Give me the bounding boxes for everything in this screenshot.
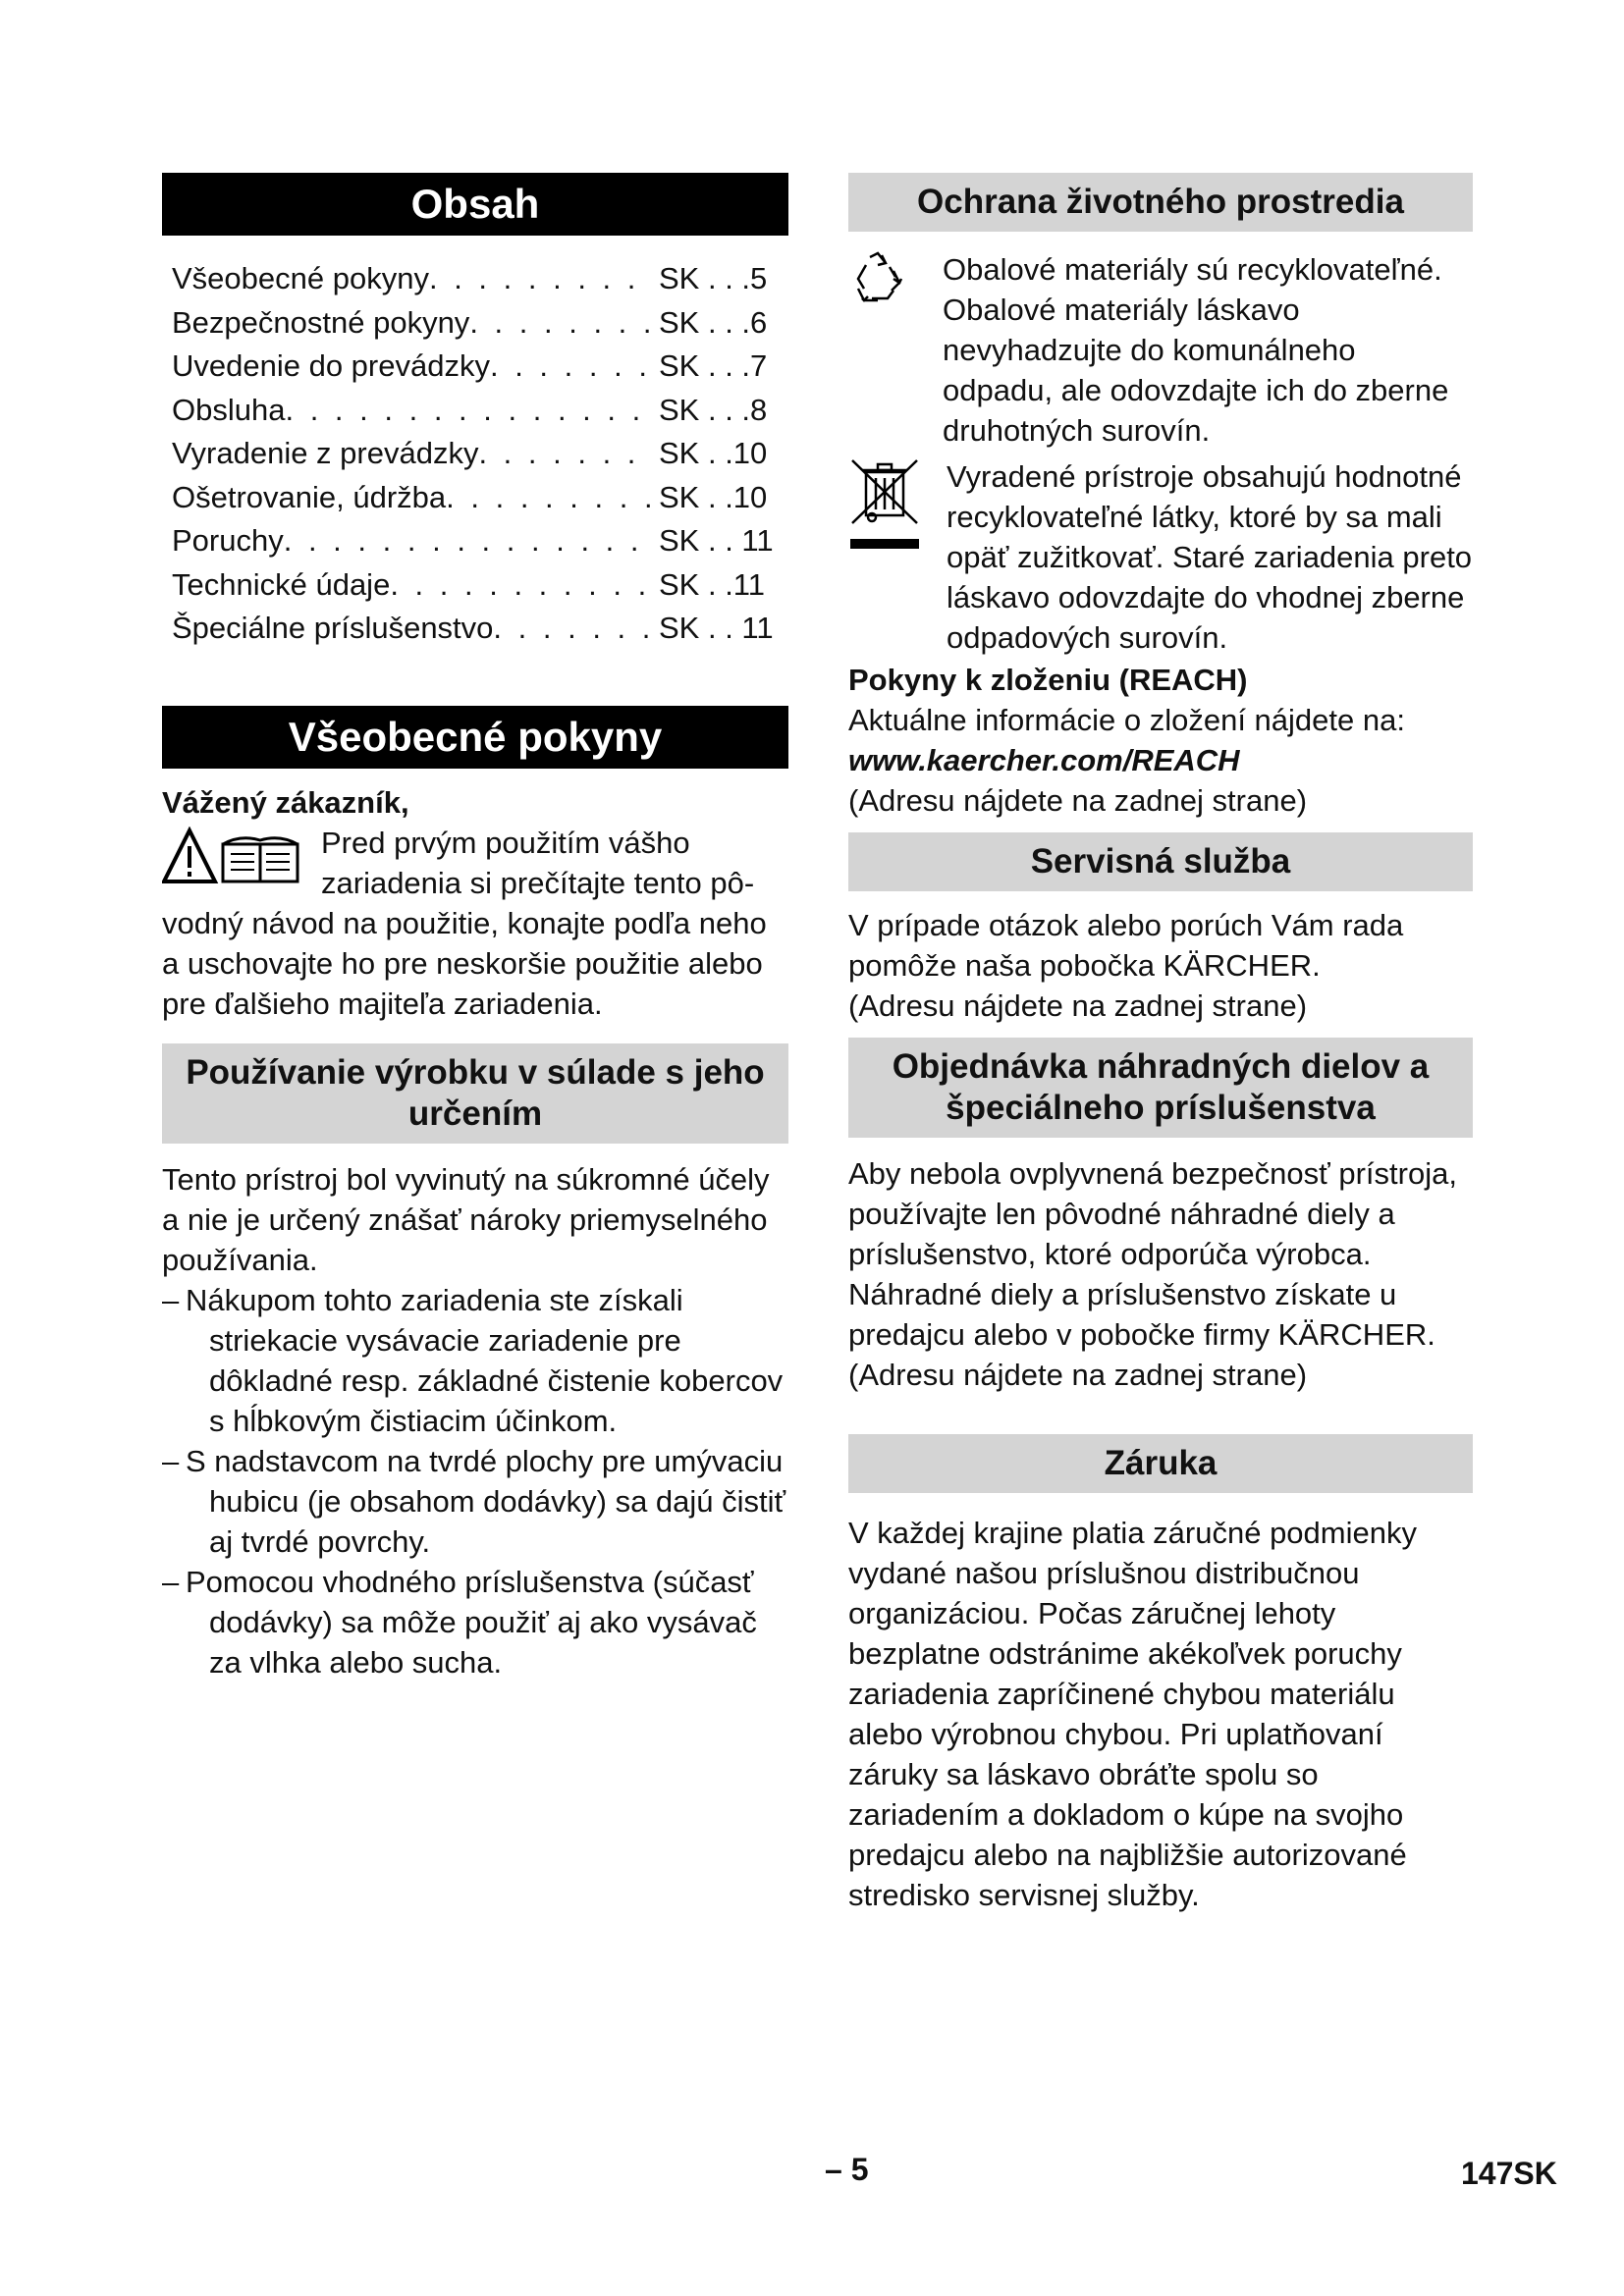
- toc-entry[interactable]: [162, 607, 788, 651]
- reach-address: (Adresu nájdete na zadnej strane): [848, 783, 1308, 818]
- toc-entry-title: Poruchy: [172, 523, 284, 558]
- list-item: – Pomocou vhodného príslušenstva (súčasť dodávky) sa môže použiť aj ako vysávač za vlhka alebo sucha.: [162, 1564, 757, 1680]
- left-column: [162, 173, 788, 1682]
- toc-entry-page: SK . .10: [659, 479, 768, 514]
- toc-entry[interactable]: [162, 519, 788, 563]
- parts-address: (Adresu nájdete na zadnej strane): [848, 1358, 1308, 1392]
- parts-heading: Objednávka náhradných dielov a špeciálneho príslušenstva: [848, 1038, 1473, 1138]
- toc-entry-page: SK . . .6: [659, 304, 768, 340]
- use-list: [162, 1280, 788, 1682]
- use-text: Tento prístroj bol vyvinutý na súkromné účely a nie je určený znášať nároky priemyselného používania.: [162, 1161, 770, 1277]
- warranty-heading: Záruka: [848, 1434, 1473, 1493]
- toc-entry[interactable]: [162, 301, 788, 346]
- toc-entry-page: SK . . .7: [659, 348, 768, 383]
- toc-leader-dots: [285, 389, 653, 433]
- toc-entry[interactable]: [162, 563, 788, 608]
- toc-entry[interactable]: [162, 389, 788, 433]
- toc-leader-dots: [284, 519, 653, 563]
- warranty-text: V každej krajine platia záručné podmienky vydané našou príslušnou distribučnou organizáciou. Počas záručnej lehoty bezplatne odstránime akékoľvek poruchy zariadenia zapríčinené chybou materiálu alebo výrobnou chybou. Pri uplatňovaní záruky sa láskavo obráťte spolu so zariadením a dokladom o kúpe na svojho predajcu alebo na najbližšie autorizované stredisko servisnej služby.: [848, 1516, 1417, 1912]
- env-heading: Ochrana životného prostredia: [848, 173, 1473, 232]
- recycle-icon: [848, 249, 943, 451]
- table-of-contents: [162, 257, 788, 651]
- general-heading: Všeobecné pokyny: [162, 706, 788, 769]
- warning-read-manual-icon: [162, 823, 321, 903]
- page-code: 147SK: [1461, 2156, 1557, 2191]
- intro-block: [162, 823, 788, 903]
- toc-entry[interactable]: [162, 257, 788, 301]
- toc-entry-page: SK . . .5: [659, 261, 768, 295]
- packaging-block: [848, 249, 1473, 451]
- toc-heading: Obsah: [162, 173, 788, 236]
- toc-leader-dots: [446, 476, 653, 520]
- toc-leader-dots: [390, 563, 653, 608]
- toc-entry-title: Obsluha: [172, 392, 286, 427]
- service-heading: Servisná služba: [848, 832, 1473, 891]
- list-item: – Nákupom tohto zariadenia ste získali striekacie vysávacie zariadenie pre dôkladné resp. základné čistenie kobercov s hĺbkovým čistiacim účinkom.: [162, 1282, 784, 1438]
- toc-entry-title: Ošetrovanie, údržba: [172, 479, 447, 514]
- parts-text-2: Náhradné diely a príslušenstvo získate u predajcu alebo v pobočke firmy KÄRCHER.: [848, 1277, 1435, 1352]
- reach-text: Aktuálne informácie o zložení nájdete na:: [848, 703, 1405, 737]
- toc-entry-page: SK . . .8: [659, 392, 768, 427]
- list-item: – S nadstavcom na tvrdé plochy pre umývaciu hubicu (je obsahom dodávky) sa dajú čistiť aj tvrdé povrchy.: [162, 1443, 786, 1559]
- page-number: – 5: [825, 2152, 869, 2187]
- toc-leader-dots: [490, 345, 653, 389]
- service-address: (Adresu nájdete na zadnej strane): [848, 988, 1308, 1023]
- right-column: [848, 173, 1473, 1915]
- devices-text: Vyradené prístroje obsahujú hodnotné recyklovateľné látky, ktoré by sa mali opäť zužitkovať. Staré zariadenia preto láskavo odovzdajte do vhodnej zberne odpadových surovín.: [947, 459, 1473, 655]
- toc-leader-dots: [478, 432, 653, 476]
- toc-entry-page: SK . .10: [659, 436, 768, 470]
- toc-entry[interactable]: [162, 476, 788, 520]
- service-text: V prípade otázok alebo porúch Vám rada pomôže naša pobočka KÄRCHER.: [848, 908, 1404, 983]
- reach-link[interactable]: www.kaercher.com/REACH: [848, 743, 1240, 777]
- toc-entry-title: Vyradenie z prevádzky: [172, 436, 479, 470]
- packaging-text: Obalové materiály sú recyklovateľné. Obalové materiály láskavo nevyhadzujte do komunálneho odpadu, ale odovzdajte ich do zberne druhotných surovín.: [943, 252, 1449, 448]
- toc-entry-page: SK . .11: [659, 566, 765, 602]
- toc-leader-dots: [493, 607, 653, 651]
- intro-text-first: Pred prvým použitím vášho zariadenia si prečítajte tento pô-: [321, 825, 755, 900]
- parts-text-1: Aby nebola ovplyvnená bezpečnosť prístroja, používajte len pôvodné náhradné diely a príslušenstvo, ktoré odporúča výrobca.: [848, 1156, 1457, 1271]
- toc-entry-title: Technické údaje: [172, 566, 391, 602]
- toc-leader-dots: [469, 301, 653, 346]
- crossed-bin-icon: [848, 456, 947, 658]
- toc-entry[interactable]: [162, 345, 788, 389]
- toc-entry-page: SK . . 11: [659, 523, 774, 558]
- salutation: Vážený zákazník,: [162, 784, 409, 820]
- toc-leader-dots: [429, 257, 653, 301]
- toc-entry-page: SK . . 11: [659, 611, 774, 645]
- toc-entry-title: Uvedenie do prevádzky: [172, 348, 490, 383]
- devices-block: [848, 456, 1473, 658]
- toc-entry-title: Všeobecné pokyny: [172, 261, 429, 295]
- toc-entry[interactable]: [162, 432, 788, 476]
- reach-title: Pokyny k zloženiu (REACH): [848, 663, 1248, 697]
- intro-text-rest: vodný návod na použitie, konajte podľa neho a uschovajte ho pre neskoršie použitie alebo pre ďalšieho majiteľa zariadenia.: [162, 905, 767, 1021]
- use-heading: Používanie výrobku v súlade s jeho určením: [162, 1043, 788, 1144]
- toc-entry-title: Bezpečnostné pokyny: [172, 304, 470, 340]
- toc-entry-title: Špeciálne príslušenstvo: [172, 611, 494, 645]
